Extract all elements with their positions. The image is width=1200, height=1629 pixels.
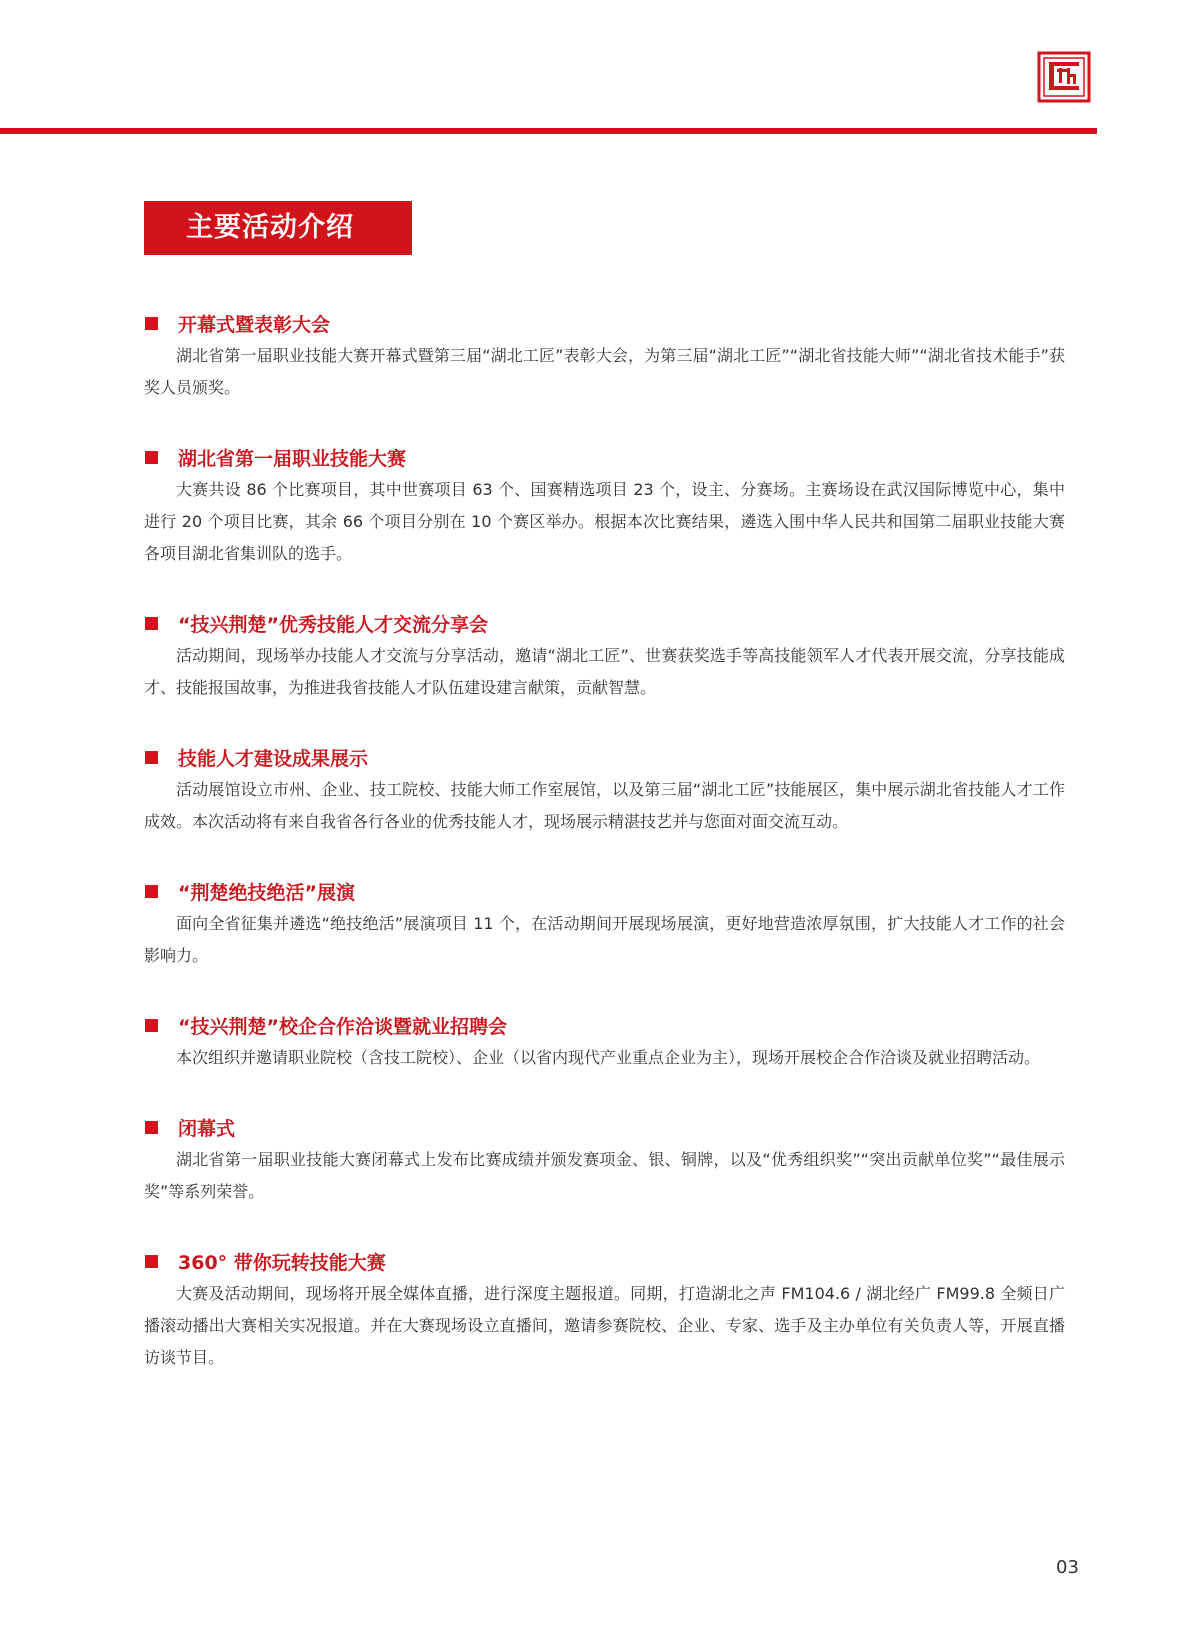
activity-title: “技兴荆楚”校企合作洽谈暨就业招聘会 bbox=[178, 1015, 507, 1038]
activity-description: 面向全省征集并遴选“绝技绝活”展演项目 11 个，在活动期间开展现场展演，更好地营造浓厚氛围，扩大技能人才工作的社会影响力。 bbox=[144, 914, 1065, 965]
activity-item bbox=[144, 442, 1065, 570]
activity-description: 活动期间，现场举办技能人才交流与分享活动，邀请“湖北工匠”、世赛获奖选手等高技能领军人才代表开展交流，分享技能成才、技能报国故事，为推进我省技能人才队伍建设建言献策，贡献智慧。 bbox=[144, 646, 1065, 697]
activity-description: 大赛共设 86 个比赛项目，其中世赛项目 63 个、国赛精选项目 23 个，设主、分赛场。主赛场设在武汉国际博览中心，集中进行 20 个项目比赛，其余 66 个项目分别在 10 个赛区举办。根据本次比赛结果，遴选入围中华人民共和国第二届职业技能大赛各项目湖北省集训队的选手。 bbox=[144, 480, 1065, 563]
square-bullet-icon bbox=[145, 1019, 158, 1032]
activity-list bbox=[144, 308, 1065, 1412]
section-title: 主要活动介绍 bbox=[144, 201, 412, 255]
activity-item bbox=[144, 742, 1065, 838]
activity-heading bbox=[144, 608, 1065, 638]
activity-item bbox=[144, 608, 1065, 704]
activity-title: 湖北省第一届职业技能大赛 bbox=[178, 447, 407, 470]
activity-heading bbox=[144, 1010, 1065, 1040]
square-bullet-icon bbox=[145, 617, 158, 630]
activity-item bbox=[144, 876, 1065, 972]
activity-description: 湖北省第一届职业技能大赛开幕式暨第三届“湖北工匠”表彰大会，为第三届“湖北工匠”“湖北省技能大师”“湖北省技术能手”获奖人员颁奖。 bbox=[144, 346, 1065, 397]
activity-description: 湖北省第一届职业技能大赛闭幕式上发布比赛成绩并颁发赛项金、银、铜牌，以及“优秀组织奖”“突出贡献单位奖”“最佳展示奖”等系列荣誉。 bbox=[144, 1150, 1065, 1201]
activity-title: “荆楚绝技绝活”展演 bbox=[178, 881, 355, 904]
activity-heading bbox=[144, 1246, 1065, 1276]
activity-item bbox=[144, 1246, 1065, 1374]
header-rule bbox=[0, 128, 1097, 134]
activity-item bbox=[144, 308, 1065, 404]
square-bullet-icon bbox=[145, 451, 158, 464]
activity-heading bbox=[144, 742, 1065, 772]
square-bullet-icon bbox=[145, 885, 158, 898]
activity-item bbox=[144, 1112, 1065, 1208]
activity-item bbox=[144, 1010, 1065, 1074]
activity-title: “技兴荆楚”优秀技能人才交流分享会 bbox=[178, 613, 488, 636]
activity-description: 大赛及活动期间，现场将开展全媒体直播，进行深度主题报道。同期，打造湖北之声 FM104.6 / 湖北经广 FM99.8 全频日广播滚动播出大赛相关实况报道。并在大赛现场设立直播间，邀请参赛院校、企业、专家、选手及主办单位有关负责人等，开展直播访谈节目。 bbox=[144, 1284, 1065, 1367]
activity-heading bbox=[144, 876, 1065, 906]
activity-heading bbox=[144, 1112, 1065, 1142]
page-number: 03 bbox=[1056, 1557, 1079, 1578]
activity-heading bbox=[144, 442, 1065, 472]
craftsman-seal-icon bbox=[1037, 51, 1091, 103]
activity-description: 本次组织并邀请职业院校（含技工院校）、企业（以省内现代产业重点企业为主），现场开展校企合作洽谈及就业招聘活动。 bbox=[176, 1048, 1041, 1067]
square-bullet-icon bbox=[145, 317, 158, 330]
square-bullet-icon bbox=[145, 1255, 158, 1268]
square-bullet-icon bbox=[145, 751, 158, 764]
activity-title: 技能人才建设成果展示 bbox=[178, 747, 369, 770]
activity-description: 活动展馆设立市州、企业、技工院校、技能大师工作室展馆，以及第三届“湖北工匠”技能展区，集中展示湖北省技能人才工作成效。本次活动将有来自我省各行各业的优秀技能人才，现场展示精湛技艺并与您面对面交流互动。 bbox=[144, 780, 1065, 831]
activity-heading bbox=[144, 308, 1065, 338]
square-bullet-icon bbox=[145, 1121, 158, 1134]
activity-title: 360° 带你玩转技能大赛 bbox=[178, 1251, 386, 1274]
activity-title: 闭幕式 bbox=[178, 1117, 236, 1140]
activity-title: 开幕式暨表彰大会 bbox=[178, 313, 331, 336]
